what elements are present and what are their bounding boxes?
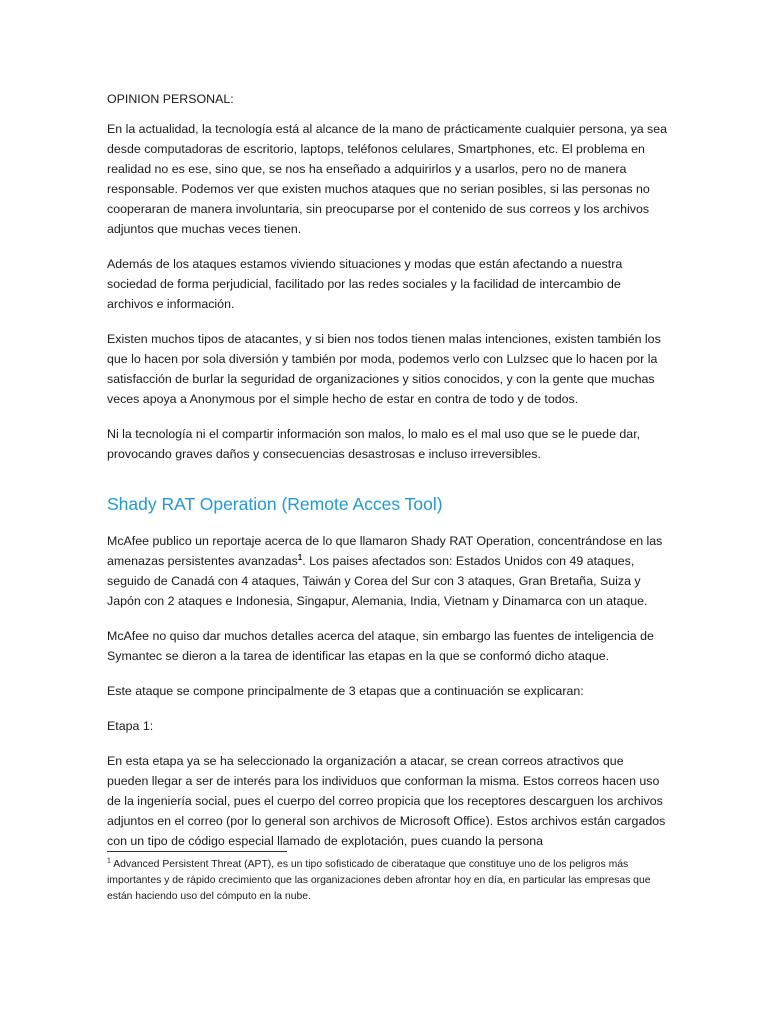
stage1-title: Etapa 1:	[107, 719, 154, 733]
mcafee-paragraph-2: McAfee no quiso dar muchos detalles acerca del ataque, sin embargo las fuentes de inteligencia de Symantec se dieron a la tarea de identificar las etapas en la que se conformó dicho ataque.	[107, 629, 654, 663]
footnote-text: Advanced Persistent Threat (APT), es un tipo sofisticado de ciberataque que constituye uno de los peligros más importantes y de rápido crecimiento que las organizaciones deben afrontar hoy en día, en particular las empresas que están haciendo uso del cómputo en la nube.	[107, 859, 651, 902]
footnote-mark: 1	[107, 857, 111, 865]
opinion-paragraph-4: Ni la tecnología ni el compartir información son malos, lo malo es el mal uso que se le puede dar, provocando graves daños y consecuencias desastrosas e incluso irreversibles.	[107, 427, 641, 461]
mcafee-paragraph-1	[107, 531, 667, 611]
opinion-paragraph-3: Existen muchos tipos de atacantes, y si bien nos todos tienen malas intenciones, existen también los que lo hacen por sola diversión y también por moda, podemos verlo con Lulzsec que lo hacen por la satisfacción de burlar la seguridad de organizaciones y sitios conocidos, y con la gente que muchas veces apoya a Anonymous por el simple hecho de estar en contra de todo y de todos.	[107, 332, 661, 406]
mcafee-p1-part2: . Los paises afectados son: Estados Unidos con 49 ataques, seguido de Canadá con 4 ataques, Taiwán y Corea del Sur con 3 ataques, Gran Bretaña, Suiza y Japón con 2 ataques e Indonesia, Singapur, Alemania, India, Vietnam y Dinamarca con un ataque.	[107, 554, 648, 608]
opinion-paragraph-1: En la actualidad, la tecnología está al alcance de la mano de prácticamente cualquier persona, ya sea desde computadoras de escritorio, laptops, teléfonos celulares, Smartphones, etc. El problema en realidad no es ese, sino que, se nos ha enseñado a adquirirlos y a usarlos, pero no de manera responsable. Podemos ver que existen muchos ataques que no serian posibles, si las personas no cooperaran de manera involuntaria, sin preocuparse por el contenido de sus correos y los archivos adjuntos que muchas veces tienen.	[107, 122, 667, 236]
footnote	[107, 857, 667, 905]
opinion-heading: OPINION PERSONAL:	[107, 92, 234, 106]
stages-intro: Este ataque se compone principalmente de 3 etapas que a continuación se explicaran:	[107, 684, 584, 698]
footnote-reference[interactable]: 1	[297, 552, 303, 562]
document-body	[107, 89, 667, 866]
stage1-text: En esta etapa ya se ha seleccionado la organización a atacar, se crean correos atractivos que pueden llegar a ser de interés para los individuos que conforman la misma. Estos correos hacen uso de la ingeniería social, pues el cuerpo del correo propicia que los receptores descarguen los archivos adjuntos en el correo (por lo general son archivos de Microsoft Office). Estos archivos están cargados con un tipo de código especial llamado de explotación, pues cuando la persona	[107, 754, 666, 848]
opinion-paragraph-2: Además de los ataques estamos viviendo situaciones y modas que están afectando a nuestra sociedad de forma perjudicial, facilitado por las redes sociales y la facilidad de intercambio de archivos e información.	[107, 257, 623, 311]
mcafee-p1-part1: McAfee publico un reportaje acerca de lo que llamaron Shady RAT Operation, concentrándose en las amenazas persistentes avanzadas	[107, 534, 663, 568]
section-title: Shady RAT Operation (Remote Acces Tool)	[107, 494, 443, 514]
footnote-divider	[107, 851, 287, 852]
